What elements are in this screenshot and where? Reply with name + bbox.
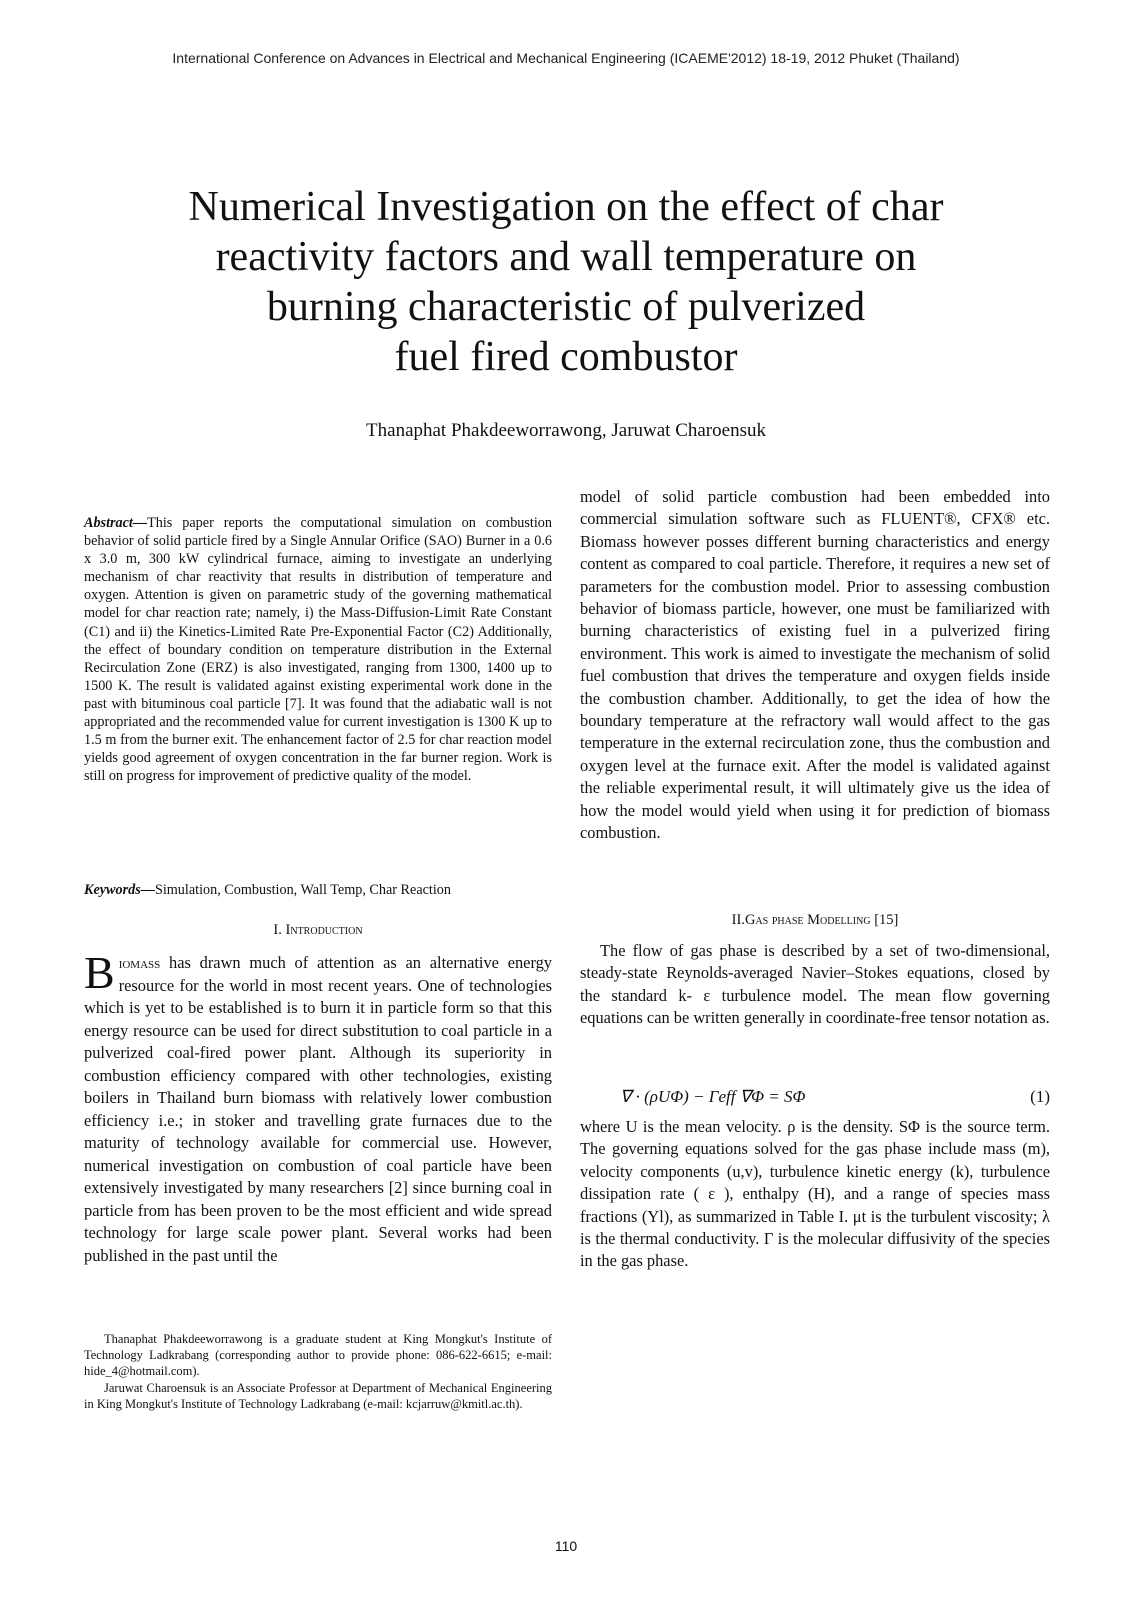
keywords-lead: Keywords— [84,882,155,898]
author-footnotes [84,1331,552,1412]
right-column-paragraph-1 [580,486,1050,845]
title-line: Numerical Investigation on the effect of char [188,184,944,230]
page-number: 110 [554,1538,578,1554]
running-header: International Conference on Advances in Electrical and Mechanical Engineering (ICAEME'2012) 18-19, 2012 Phuket (Thailand) [172,50,960,66]
gas-phase-intro [580,940,1050,1030]
first-word: iomass [118,953,161,972]
introduction-body [84,947,552,1267]
title-line: reactivity factors and wall temperature on [215,234,917,280]
title-line: burning characteristic of pulverized [266,284,866,330]
footnote: Jaruwat Charoensuk is an Associate Professor at Department of Mechanical Engineering in King Mongkut's Institute of Technology Ladkrabang (e-mail: kcjarruw@kmitl.ac.th). [84,1380,552,1411]
section-heading-introduction [84,922,552,939]
title-line: fuel fired combustor [394,334,738,380]
section-heading-gas-phase [580,912,1050,929]
paragraph: model of solid particle combustion had been embedded into commercial simulation software such as FLUENT®, CFX® etc. Biomass however posses different burning characteristics and energy content as compared to coal particle. Therefore, it requires a new set of parameters for the combustion model. Prior to assessing combustion behavior of biomass particle, however, one must be familiarized with burning characteristics of existing fuel in a pulverized firing environment. This work is aimed to investigate the mechanism of solid fuel combustion that drives the temperature and oxygen fields inside the combustion chamber. Additionally, to get the idea of how the boundary temperature at the refractory wall would affect to the gas temperature in the external recirculation zone, thus the combustion and oxygen level at the furnace exit. After the model is validated against the reliable experimental result, it will ultimately give us the idea of how the model would yield when using it for prediction of biomass combustion. [580,487,1050,843]
author-list: Thanaphat Phakdeeworrawong, Jaruwat Charoensuk [366,420,766,441]
drop-cap: B [84,947,115,998]
section-number: I. [273,922,282,938]
keywords [84,882,552,899]
abstract [84,514,552,785]
abstract-text: This paper reports the computational simulation on combustion behavior of solid particle fired by a Single Annular Orifice (SAO) Burner in a 0.6 x 3.0 m, 300 kW cylindrical furnace, aiming to investigate an underlying mechanism of char reactivity that results in distribution of temperature and oxygen. Attention is given on parametric study of the governing mathematical model for char reaction rate; namely, i) the Mass-Diffusion-Limit Rate Constant (C1) and ii) the Kinetics-Limited Rate Pre-Exponential Factor (C2) Additionally, the effect of boundary condition on temperature distribution in the External Recirculation Zone (ERZ) is also investigated, ranging from 1300, 1400 up to 1500 K. The result is validated against existing experimental work done in the past with bituminous coal particle [7]. It was found that the adiabatic wall is not appropriated and the recommended value for current investigation is 1300 K up to 1.5 m from the burner exit. The enhancement factor of 2.5 for char reaction model yields good agreement of oxygen concentration in the far burner region. Work is still on progress for improvement of predictive quality of the model. [84,515,552,785]
keywords-text: Simulation, Combustion, Wall Temp, Char Reaction [154,882,451,898]
equation-1 [580,1087,1050,1115]
paragraph: where U is the mean velocity. ρ is the density. SΦ is the source term. The governing equations solved for the gas phase include mass (m), velocity components (u,v), turbulence kinetic energy (k), turbulence dissipation rate ( ε ), enthalpy (H), and a range of species mass fractions (Yl), as summarized in Table I. μt is the turbulent viscosity; λ is the thermal conductivity. Γ is the molecular diffusivity of the species in the gas phase. [580,1117,1050,1271]
right-column-paragraph-2 [580,1116,1050,1273]
paragraph: The flow of gas phase is described by a set of two-dimensional, steady-state Reynolds-averaged Navier–Stokes equations, closed by the standard k- ε turbulence model. The mean flow governing equations can be written generally in coordinate-free tensor notation as. [580,941,1050,1028]
section-number: II. [731,912,745,928]
paper-title [110,182,1022,382]
footnote: Thanaphat Phakdeeworrawong is a graduate student at King Mongkut's Institute of Technology Ladkrabang (corresponding author to provide phone: 086-622-6615; e-mail: hide_4@hotmail.com). [84,1332,552,1379]
section-title: Gas phase Modelling [744,912,871,928]
equation-number: (1) [1030,1087,1050,1106]
introduction-text: has drawn much of attention as an alternative energy resource for the world in most recent years. One of technologies which is yet to be established is to burn it in particle form so that this energy resource can be used for direct substitution to coal particle in a pulverized coal-fired power plant. Although its superiority in combustion efficiency compared with other technologies, existing boilers in Thailand burn biomass with relatively lower combustion efficiency i.e.; in stoker and travelling grate furnaces due to the maturity of technology available for commercial use. However, numerical investigation on combustion of coal particle have been extensively investigated by many researchers [2] since burning coal in particle from has been proven to be the most efficient and wide spread technology for large scale power plant. Several works had been published in the past until the [84,953,552,1265]
abstract-lead: Abstract— [84,515,148,531]
equation-body: ∇ · (ρUΦ) − Γeff ∇Φ = SΦ [620,1087,806,1106]
section-ref: [15] [874,912,899,928]
section-title: Introduction [285,922,363,938]
